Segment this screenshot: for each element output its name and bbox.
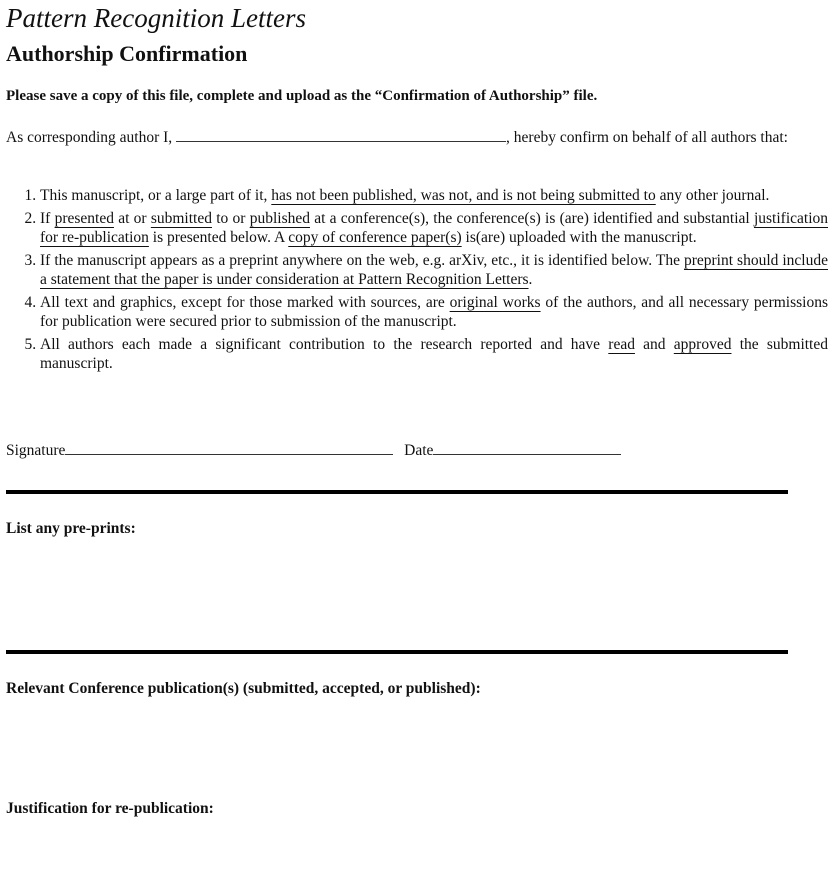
item-text: the submitted manuscript. [40,335,828,372]
intro-prefix: As corresponding author I, [6,129,173,146]
item-text: is(are) uploaded with the manuscript. [461,229,697,246]
signature-field[interactable] [65,440,393,455]
conference-field[interactable] [6,705,788,790]
item-text: any other journal. [655,187,770,204]
item-text: at or [113,209,151,227]
underlined-phrase: submitted [150,209,212,227]
item-text: All authors each made a significant contribution to the research reported and have [40,335,609,353]
conference-label: Relevant Conference publication(s) (submitted, accepted, or published): [6,680,481,697]
item-text: at a conference(s), the conference(s) is (are) identified and substantial [309,209,754,227]
author-name-field[interactable] [176,127,506,142]
date-field[interactable] [433,440,621,455]
date-label: Date [404,442,434,459]
instruction-text: Please save a copy of this file, complete and upload as the “Confirmation of Authorship” file. [6,88,598,104]
underlined-phrase: has not been published, was not, and is not being submitted to [271,187,656,204]
underlined-phrase: justification for re-publication [40,209,828,246]
list-item [40,251,828,290]
preprints-field[interactable] [6,545,788,640]
list-item [40,186,828,206]
journal-name: Pattern Recognition Letters [6,3,306,33]
divider [6,490,788,494]
signature-row [6,440,621,460]
intro-suffix: , hereby confirm on behalf of all authors that: [506,129,788,146]
item-text: of the authors, and all necessary permissions for publication were secured prior to submission of the manuscript. [40,293,828,330]
item-text: to or [211,209,250,227]
item-text: This manuscript, or a large part of it, [40,187,272,204]
confirmation-list [0,186,828,374]
item-text: If the manuscript appears as a preprint anywhere on the web, e.g. arXiv, etc., it is identified below. The [40,251,684,269]
underlined-phrase: original works [449,293,541,311]
item-text: is presented below. A [148,229,289,246]
underlined-phrase: preprint should include a statement that the paper is under consideration at Pattern Recognition Letters [40,251,828,288]
item-text: If [40,209,55,227]
item-text: . [528,271,533,288]
signature-label: Signature [6,442,66,459]
preprints-label: List any pre-prints: [6,520,136,537]
underlined-phrase: read [608,335,635,353]
intro-statement [6,127,788,148]
underlined-phrase: copy of conference paper(s) [288,229,462,246]
divider [6,650,788,654]
underlined-phrase: presented [54,209,114,227]
page-title: Authorship Confirmation [6,41,248,66]
justification-label: Justification for re-publication: [6,800,214,817]
underlined-phrase: published [249,209,310,227]
item-text: and [634,335,674,353]
list-item [40,209,828,248]
underlined-phrase: approved [673,335,732,353]
list-item [40,293,828,332]
item-text: All text and graphics, except for those marked with sources, are [40,293,450,311]
list-item [40,335,828,374]
justification-field[interactable] [6,825,788,865]
